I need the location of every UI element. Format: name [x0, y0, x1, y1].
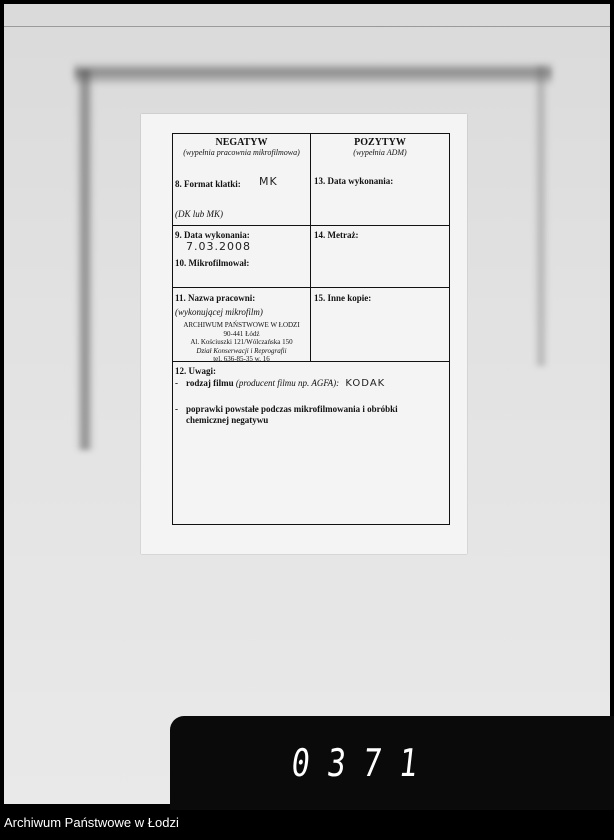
uwagi-item-2-label: poprawki powstałe podczas mikrofilmowania i obróbki chemicznej negatywu: [186, 404, 398, 425]
pozytyw-subtitle: (wypełnia ADM): [353, 148, 407, 157]
negatyw-date-value: 7.03.2008: [186, 240, 251, 253]
uwagi-item-2: [175, 404, 425, 426]
scan-edge-line: [4, 26, 610, 27]
microfilm-form: [172, 133, 450, 525]
pozytyw-date-label: 13. Data wykonania:: [314, 176, 394, 186]
format-hint: (DK lub MK): [175, 209, 223, 219]
scan-shadow-left: [76, 70, 94, 450]
form-divider-vertical: [310, 134, 311, 361]
format-label: 8. Format klatki:: [175, 179, 241, 189]
archive-stamp: [173, 321, 310, 364]
pozytyw-title: POZYTYW: [354, 137, 406, 148]
metraz-label: 14. Metraż:: [314, 230, 359, 240]
scan-shadow-top: [74, 62, 552, 84]
scan-shadow-right: [534, 66, 548, 366]
uwagi-bullet: -: [175, 404, 178, 414]
stamp-line-1: ARCHIWUM PAŃSTWOWE W ŁODZI: [183, 321, 300, 329]
negatyw-subtitle: (wypełnia pracownia mikrofilmowa): [183, 148, 300, 157]
uwagi-label: 12. Uwagi:: [175, 366, 216, 376]
stamp-line-3: Al. Kościuszki 121/Wólczańska 150: [190, 338, 293, 346]
negatyw-date-label: 9. Data wykonania:: [175, 230, 250, 240]
uwagi-item-1-hint: (producent filmu np. AGFA):: [235, 378, 340, 388]
frame-number: 0371: [289, 741, 438, 785]
stamp-line-2: 90-441 Łódź: [223, 329, 260, 338]
negatyw-title: NEGATYW: [215, 137, 268, 148]
uwagi-item-1-value: KODAK: [345, 378, 386, 389]
footer-archive-name: Archiwum Państwowe w Łodzi: [4, 815, 179, 830]
pracownia-hint: (wykonującej mikrofilm): [175, 307, 263, 317]
form-divider-row2: [173, 287, 449, 288]
pracownia-label: 11. Nazwa pracowni:: [175, 293, 256, 303]
kopie-label: 15. Inne kopie:: [314, 293, 372, 303]
mikrofilmowal-label: 10. Mikrofilmował:: [175, 258, 250, 268]
uwagi-bullet: -: [175, 378, 178, 388]
format-value: MK: [259, 175, 278, 188]
stamp-line-4: Dział Konserwacji i Reprografii: [196, 346, 287, 355]
form-divider-row1: [173, 225, 449, 226]
stamp-line-5: tel. 636-85-35 w. 16: [213, 355, 270, 363]
uwagi-item-1: [175, 378, 445, 389]
uwagi-item-1-label: rodzaj filmu: [186, 378, 234, 388]
pozytyw-header: [311, 137, 449, 157]
negatyw-header: [173, 137, 310, 157]
